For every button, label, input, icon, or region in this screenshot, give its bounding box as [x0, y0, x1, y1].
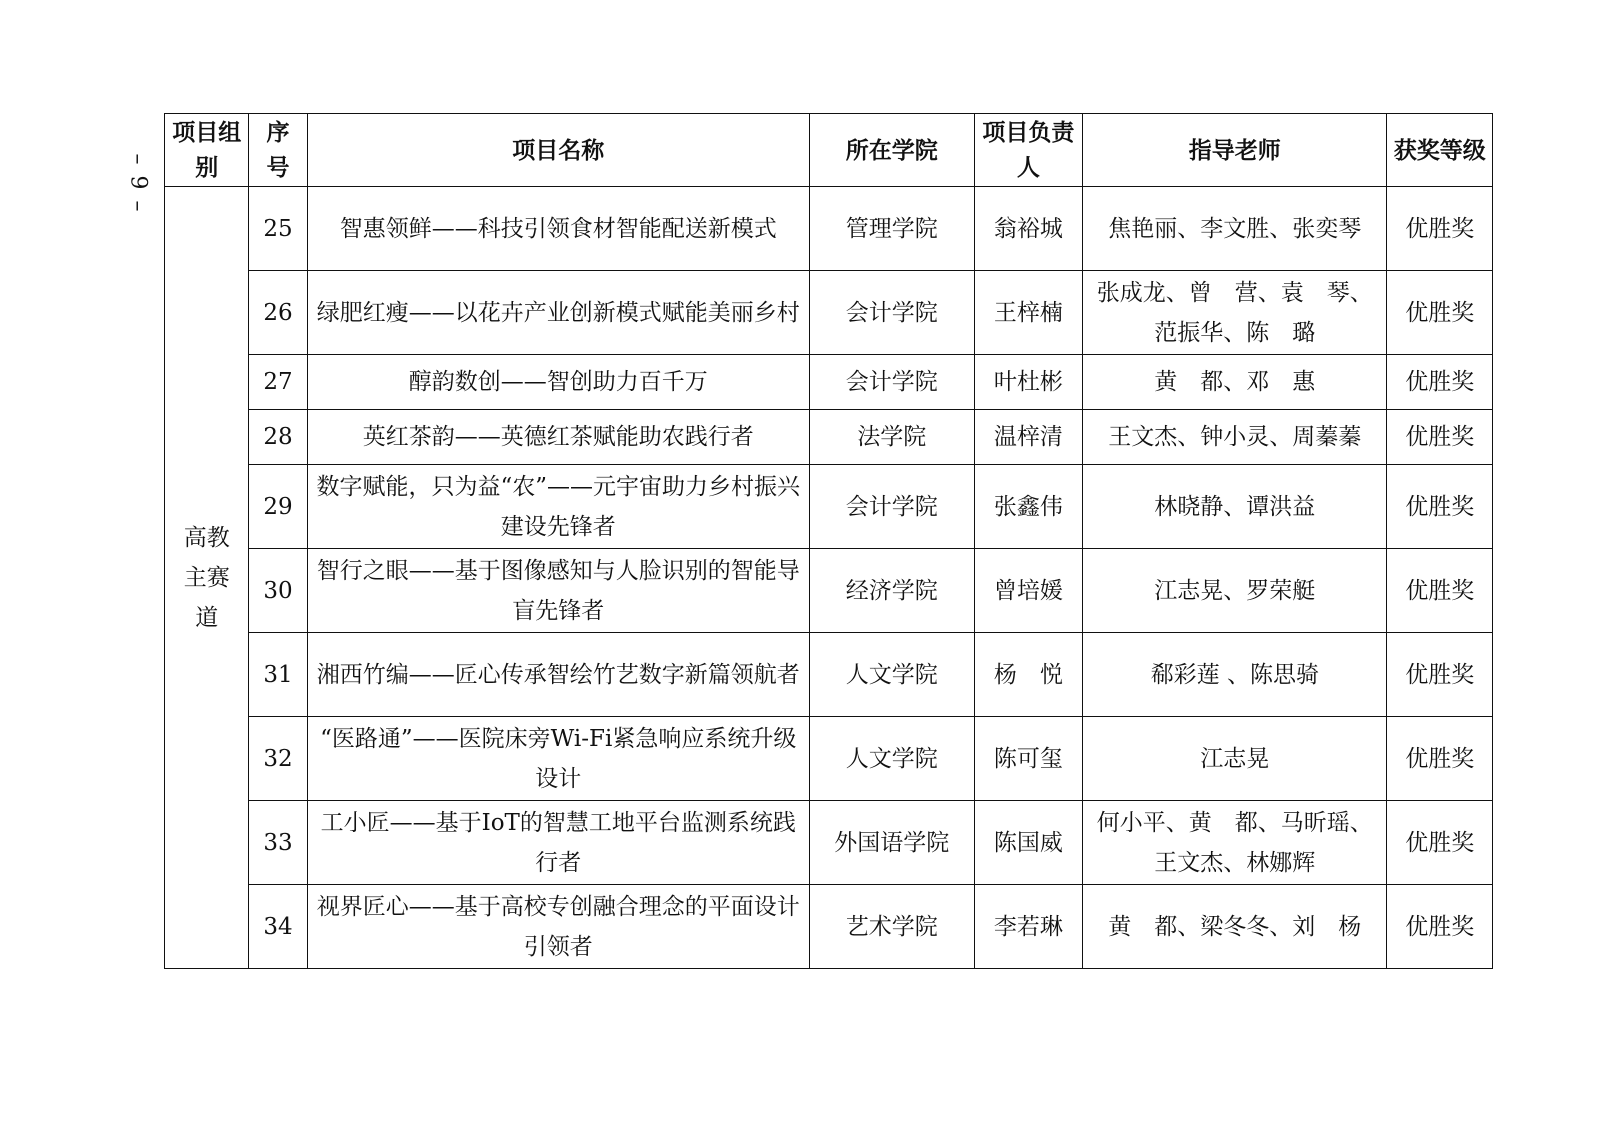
table-row: [165, 271, 1493, 355]
table-row: [165, 187, 1493, 271]
table-header-row: [165, 114, 1493, 187]
project-name-cell: 智惠领鲜——科技引领食材智能配送新模式: [307, 187, 809, 271]
advisor-cell: 林晓静、谭洪益: [1083, 465, 1387, 549]
leader-cell: 王梓楠: [974, 271, 1082, 355]
seq-cell: 26: [249, 271, 307, 355]
header-group: 项目组别: [165, 114, 249, 187]
award-cell: 优胜奖: [1387, 410, 1493, 465]
table-row: [165, 465, 1493, 549]
table-row: [165, 885, 1493, 969]
table-row: [165, 549, 1493, 633]
table-row: [165, 633, 1493, 717]
college-cell: 人文学院: [809, 633, 974, 717]
table-row: [165, 410, 1493, 465]
award-cell: 优胜奖: [1387, 885, 1493, 969]
award-cell: 优胜奖: [1387, 465, 1493, 549]
table-body: [165, 187, 1493, 969]
header-college: 所在学院: [809, 114, 974, 187]
leader-cell: 温梓清: [974, 410, 1082, 465]
header-name: 项目名称: [307, 114, 809, 187]
header-leader: 项目负责人: [974, 114, 1082, 187]
award-cell: 优胜奖: [1387, 633, 1493, 717]
project-name-cell: 湘西竹编——匠心传承智绘竹艺数字新篇领航者: [307, 633, 809, 717]
seq-cell: 32: [249, 717, 307, 801]
leader-cell: 李若琳: [974, 885, 1082, 969]
group-label: 高教主赛道: [183, 524, 230, 631]
table-row: [165, 355, 1493, 410]
college-cell: 经济学院: [809, 549, 974, 633]
project-name-cell: 绿肥红瘦——以花卉产业创新模式赋能美丽乡村: [307, 271, 809, 355]
college-cell: 艺术学院: [809, 885, 974, 969]
project-name-cell: 智行之眼——基于图像感知与人脸识别的智能导盲先锋者: [307, 549, 809, 633]
award-cell: 优胜奖: [1387, 549, 1493, 633]
advisor-cell: 江志晃: [1083, 717, 1387, 801]
college-cell: 会计学院: [809, 465, 974, 549]
advisor-cell: 郗彩莲 、陈思骑: [1083, 633, 1387, 717]
project-name-cell: 工小匠——基于IoT的智慧工地平台监测系统践行者: [307, 801, 809, 885]
project-name-cell: 视界匠心——基于高校专创融合理念的平面设计引领者: [307, 885, 809, 969]
project-name-cell: 数字赋能，只为益“农”——元宇宙助力乡村振兴建设先锋者: [307, 465, 809, 549]
leader-cell: 陈可玺: [974, 717, 1082, 801]
project-name-cell: 英红茶韵——英德红茶赋能助农践行者: [307, 410, 809, 465]
college-cell: 法学院: [809, 410, 974, 465]
leader-cell: 陈国威: [974, 801, 1082, 885]
header-advisor: 指导老师: [1083, 114, 1387, 187]
advisor-cell: 江志晃、罗荣艇: [1083, 549, 1387, 633]
table-row: [165, 717, 1493, 801]
leader-cell: 杨 悦: [974, 633, 1082, 717]
award-cell: 优胜奖: [1387, 271, 1493, 355]
leader-cell: 翁裕城: [974, 187, 1082, 271]
header-seq: 序号: [249, 114, 307, 187]
seq-cell: 33: [249, 801, 307, 885]
seq-cell: 34: [249, 885, 307, 969]
award-cell: 优胜奖: [1387, 801, 1493, 885]
college-cell: 管理学院: [809, 187, 974, 271]
seq-cell: 29: [249, 465, 307, 549]
college-cell: 外国语学院: [809, 801, 974, 885]
page-number: [118, 148, 158, 218]
award-table: [164, 113, 1493, 969]
group-cell: [165, 187, 249, 969]
advisor-cell: 黄 都、梁冬冬、刘 杨: [1083, 885, 1387, 969]
leader-cell: 曾培媛: [974, 549, 1082, 633]
seq-cell: 31: [249, 633, 307, 717]
seq-cell: 28: [249, 410, 307, 465]
award-cell: 优胜奖: [1387, 187, 1493, 271]
project-name-cell: “医路通”——医院床旁Wi-Fi紧急响应系统升级设计: [307, 717, 809, 801]
award-cell: 优胜奖: [1387, 355, 1493, 410]
advisor-cell: 何小平、黄 都、马昕瑶、王文杰、林娜辉: [1083, 801, 1387, 885]
advisor-cell: 黄 都、邓 惠: [1083, 355, 1387, 410]
seq-cell: 27: [249, 355, 307, 410]
college-cell: 会计学院: [809, 271, 974, 355]
advisor-cell: 焦艳丽、李文胜、张奕琴: [1083, 187, 1387, 271]
project-name-cell: 醇韵数创——智创助力百千万: [307, 355, 809, 410]
leader-cell: 叶杜彬: [974, 355, 1082, 410]
leader-cell: 张鑫伟: [974, 465, 1082, 549]
seq-cell: 30: [249, 549, 307, 633]
seq-cell: 25: [249, 187, 307, 271]
table-row: [165, 801, 1493, 885]
college-cell: 人文学院: [809, 717, 974, 801]
header-award: 获奖等级: [1387, 114, 1493, 187]
advisor-cell: 张成龙、曾 营、袁 琴、范振华、陈 璐: [1083, 271, 1387, 355]
advisor-cell: 王文杰、钟小灵、周蓁蓁: [1083, 410, 1387, 465]
page-number-text: – 9 –: [125, 153, 151, 213]
college-cell: 会计学院: [809, 355, 974, 410]
award-cell: 优胜奖: [1387, 717, 1493, 801]
